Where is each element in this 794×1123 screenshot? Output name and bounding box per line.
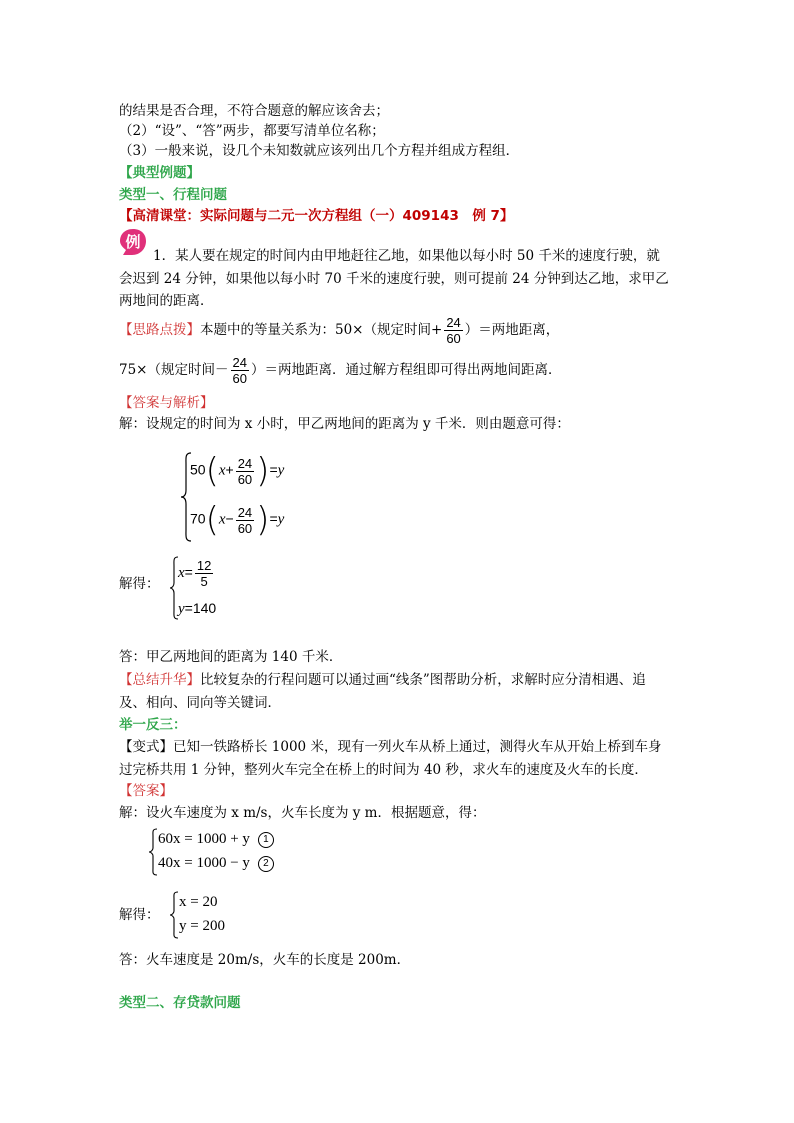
solve-label: 解得： [119, 576, 160, 592]
summary-text: 比较复杂的行程问题可以通过画“线条”图帮助分析，求解时应分清相遇、追 [200, 672, 646, 688]
coefficient: 50 [190, 461, 206, 478]
variable-x: x [178, 565, 185, 581]
left-brace [169, 891, 179, 939]
coefficient: 70 [190, 510, 206, 527]
fraction-denominator: 60 [446, 331, 461, 346]
fraction-denominator: 5 [200, 574, 208, 589]
circled-number: 1 [258, 832, 274, 848]
fraction-denominator: 60 [237, 520, 253, 536]
variant-tag: 【变式】 [119, 739, 173, 755]
fraction [236, 505, 254, 536]
answer-line: 答：甲乙两地间的距离为 140 千米． [119, 649, 343, 665]
answer-analysis-tag: 【答案与解析】 [119, 395, 214, 411]
operator: = [184, 600, 193, 616]
problem-text: 会迟到 24 分钟，如果他以每小时 70 千米的速度行驶，则可提前 24 分钟到达乙地，求甲乙 [119, 271, 669, 287]
variable-y: y [277, 462, 285, 479]
variable-x: x [218, 511, 226, 528]
hint-tag: 【思路点拨】 [119, 322, 200, 338]
operator: = [184, 564, 193, 580]
hint-line-2 [119, 352, 561, 388]
fraction-numerator: 12 [196, 558, 212, 573]
fraction-numerator: 24 [237, 504, 253, 520]
fraction [231, 355, 249, 386]
equation: 40x = 1000 − y [158, 855, 250, 871]
solution-2-y [179, 916, 225, 936]
hint-text: ）＝两地距离， [464, 322, 560, 338]
equation-row-1: 50(x+ $\frac{24}{60}$ )=y [190, 451, 285, 491]
equation-2-row-1 [158, 829, 274, 849]
section-heading-examples: 【典型例题】 [119, 165, 200, 181]
problem-text: 1．某人要在规定的时间内由甲地赶往乙地，如果他以每小时 50 千米的速度行驶，就 [153, 248, 660, 264]
text-line: （2）“设”、“答”两步，都要写清单位名称； [119, 123, 385, 139]
equation: 60x = 1000 + y [158, 831, 250, 847]
badge-label: 例 [125, 233, 141, 251]
solution-2-x [179, 892, 217, 912]
variant-text: 已知一铁路桥长 1000 米，现有一列火车从桥上通过，测得火车从开始上桥到车身 [173, 739, 662, 755]
value: 140 [192, 600, 217, 616]
hint-text: ）＝两地距离．通过解方程组即可得出两地间距离． [250, 362, 562, 378]
section-heading-type2: 类型二、存贷款问题 [119, 995, 241, 1011]
operator: − [225, 510, 234, 527]
circled-number: 2 [258, 856, 274, 872]
answer-line-2: 答：火车速度是 20m/s，火车的长度是 200m． [119, 952, 411, 968]
variable-x: x [218, 462, 226, 479]
operator: = [269, 510, 278, 527]
answer-tag: 【答案】 [119, 783, 173, 799]
operator: = [269, 461, 278, 478]
fraction-denominator: 60 [237, 471, 253, 487]
fraction-numerator: 24 [232, 355, 247, 370]
summary-line-1 [119, 670, 646, 690]
equation: y = 200 [179, 918, 225, 934]
text-line: 的结果是否合理，不符合题意的解应该舍去； [119, 103, 389, 119]
solve-label-2: 解得： [119, 907, 160, 923]
fraction-denominator: 60 [232, 371, 247, 386]
equation-2-row-2 [158, 853, 274, 873]
hint-text: 本题中的等量关系为：50×（规定时间+ [200, 322, 443, 338]
variable-y: y [277, 511, 285, 528]
operator: + [225, 461, 234, 478]
section-heading-type1: 类型一、行程问题 [119, 187, 227, 203]
fraction [236, 456, 254, 487]
solution-intro-2: 解：设火车速度为 x m/s，火车长度为 y m．根据题意，得： [119, 805, 486, 821]
hint-line-1 [119, 312, 559, 348]
fraction [444, 315, 462, 346]
variant-line-2: 过完桥共用 1 分钟，整列火车完全在桥上的时间为 40 秒，求火车的速度及火车的长度． [119, 762, 648, 778]
example-badge-icon [119, 228, 147, 256]
summary-tag: 【总结升华】 [119, 672, 200, 688]
practice-heading: 举一反三： [119, 717, 187, 733]
summary-line-2: 及、相向、同向等关键词． [119, 695, 281, 711]
course-reference: 【高清课堂：实际问题与二元一次方程组（一）409143 例 7】 [119, 208, 514, 224]
fraction [195, 558, 213, 589]
solution-intro: 解：设规定的时间为 x 小时，甲乙两地间的距离为 y 千米．则由题意可得： [119, 416, 570, 432]
variable-y: y [178, 601, 185, 617]
hint-text: 75×（规定时间－ [119, 362, 229, 378]
solution-x [178, 558, 215, 589]
text-line: （3）一般来说，设几个未知数就应该列出几个方程并组成方程组． [119, 143, 520, 159]
solution-y [178, 600, 216, 618]
fraction-numerator: 24 [237, 455, 253, 471]
fraction-numerator: 24 [446, 315, 461, 330]
problem-text: 两地间的距离． [119, 293, 214, 309]
equation: x = 20 [179, 894, 218, 910]
left-brace [148, 828, 158, 876]
variant-line-1 [119, 737, 661, 757]
equation-row-2: 70(x− $\frac{24}{60}$ )=y [190, 500, 285, 540]
